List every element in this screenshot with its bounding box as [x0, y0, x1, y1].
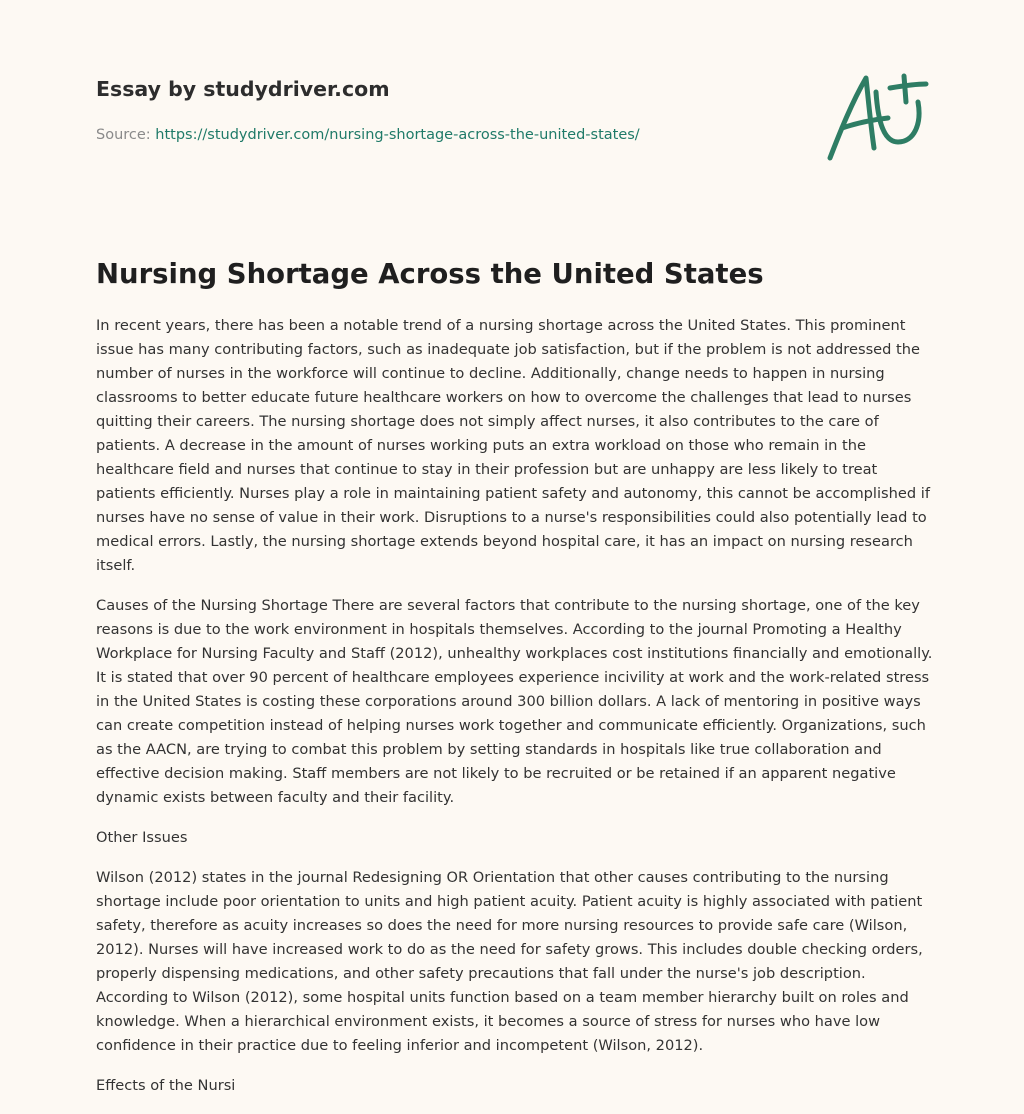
brand-title: Essay by studydriver.com [96, 77, 390, 101]
a-plus-logo-icon [818, 62, 934, 170]
essay-title: Nursing Shortage Across the United States [96, 258, 764, 290]
essay-paragraph: Causes of the Nursing Shortage There are several factors that contribute to the nursing shortage, one of the key reasons is due to the work environment in hospitals themselves. According to the journal Promoting a Healthy Workplace for Nursing Faculty and Staff (2012), unhealthy workplaces cost institutions financially and emotionally. It is stated that over 90 percent of healthcare employees experience incivility at work and the work-related stress in the United States is costing these corporations around 300 billion dollars. A lack of mentoring in positive ways can create competition instead of helping nurses work together and communicate efficiently. Organizations, such as the AACN, are trying to combat this problem by setting standards in hospitals like true collaboration and effective decision making. Staff members are not likely to be recruited or be retained if an apparent negative dynamic exists between faculty and their facility. [96, 597, 933, 806]
source-label: Source: [96, 127, 156, 143]
section-heading: Other Issues [96, 829, 188, 846]
essay-body [96, 314, 936, 1114]
essay-paragraph: Wilson (2012) states in the journal Redesigning OR Orientation that other causes contributing to the nursing shortage include poor orientation to units and high patient acuity. Patient acuity is highly associated with patient safety, therefore as acuity increases so does the need for more nursing resources to provide safe care (Wilson, 2012). Nurses will have increased work to do as the need for safety grows. This includes double checking orders, properly dispensing medications, and other safety precautions that fall under the nurse's job description. According to Wilson (2012), some hospital units function based on a team member hierarchy built on roles and knowledge. When a hierarchical environment exists, it becomes a source of stress for nurses who have low confidence in their practice due to feeling inferior and incompetent (Wilson, 2012). [96, 869, 923, 1054]
source-link[interactable]: https://studydriver.com/nursing-shortage-across-the-united-states/ [155, 127, 640, 143]
essay-paragraph: In recent years, there has been a notable trend of a nursing shortage across the United States. This prominent issue has many contributing factors, such as inadequate job satisfaction, but if the problem is not addressed the number of nurses in the workforce will continue to decline. Additionally, change needs to happen in nursing classrooms to better educate future healthcare workers on how to overcome the challenges that lead to nurses quitting their careers. The nursing shortage does not simply affect nurses, it also contributes to the care of patients. A decrease in the amount of nurses working puts an extra workload on those who remain in the healthcare field and nurses that continue to stay in their profession but are unhappy are less likely to treat patients efficiently. Nurses play a role in maintaining patient safety and autonomy, this cannot be accomplished if nurses have no sense of value in their work. Disruptions to a nurse's responsibilities could also potentially lead to medical errors. Lastly, the nursing shortage extends beyond hospital care, it has an impact on nursing research itself. [96, 317, 930, 574]
section-heading: Effects of the Nursi [96, 1077, 236, 1094]
page-header [96, 74, 796, 146]
source-line [96, 124, 796, 146]
